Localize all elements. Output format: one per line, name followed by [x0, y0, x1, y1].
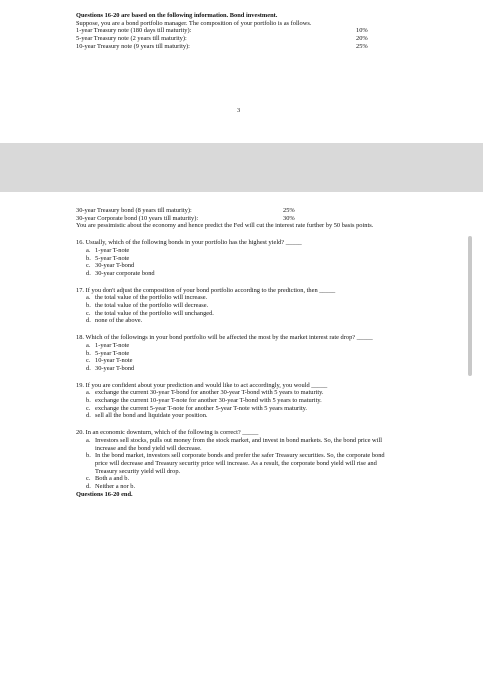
option-text: In the bond market, investors sell corporate bonds and prefer the safer Treasury securities. So, the corporate bond price will decrease and Treasury security price will increase. As a result, the corporate bond yield will rise and Treasury security yield will drop. — [95, 452, 385, 475]
page-2-content — [76, 207, 396, 499]
portfolio-intro: Suppose, you are a bond portfolio manager. The composition of your portfolio is as follows. — [76, 19, 312, 27]
option-letter: d. — [86, 269, 91, 277]
option-text: exchange the current 10-year T-note for another 30-year T-bond with 5 years to maturity. — [95, 397, 322, 405]
option-letter: c. — [86, 475, 91, 483]
holdings-list-1 — [76, 27, 396, 50]
question-20 — [76, 429, 396, 491]
holding-value: 20% — [356, 35, 368, 43]
option-text: 5-year T-note — [95, 349, 130, 357]
holding-label: 1-year Treasury note (180 days till maturity): — [76, 27, 192, 35]
option-letter: a. — [86, 341, 91, 349]
holding-row — [76, 207, 396, 215]
document-page-1 — [0, 0, 483, 143]
option-item — [86, 247, 396, 255]
holding-row — [76, 43, 396, 51]
option-letter: a. — [86, 389, 91, 397]
option-list — [86, 294, 396, 325]
option-text: exchange the current 5-year T-note for another 5-year T-note with 5 years maturity. — [95, 404, 307, 412]
option-letter: c. — [86, 309, 91, 317]
option-item — [86, 342, 396, 350]
holding-label: 30-year Treasury bond (8 years till maturity): — [76, 207, 192, 214]
question-stem: 18. Which of the followings in your bond portfolio will be affected the most by the market interest rate drop? _____ — [76, 334, 373, 342]
option-item — [86, 437, 396, 452]
option-item — [86, 357, 396, 365]
option-item — [86, 397, 396, 405]
option-letter: d. — [86, 483, 91, 491]
option-text: the total value of the portfolio will decrease. — [95, 302, 209, 310]
holding-row — [76, 27, 396, 35]
question-18 — [76, 334, 396, 373]
option-letter: a. — [86, 436, 91, 444]
section-footer: Questions 16-20 end. — [76, 490, 133, 498]
option-text: the total value of the portfolio will increase. — [95, 294, 208, 302]
option-text: 1-year T-note — [95, 341, 130, 349]
option-text: 30-year T-bond — [95, 364, 135, 372]
option-letter: c. — [86, 404, 91, 412]
option-text: Both a and b. — [95, 475, 130, 483]
option-item — [86, 405, 396, 413]
question-stem: 20. In an economic downturn, which of the following is correct? _____ — [76, 429, 259, 437]
option-item — [86, 365, 396, 373]
option-letter: b. — [86, 254, 91, 262]
option-list — [86, 342, 396, 373]
option-text: 10-year T-note — [95, 357, 133, 365]
option-text: 30-year corporate bond — [95, 269, 155, 277]
option-item — [86, 452, 396, 475]
option-text: Neither a nor b. — [95, 483, 136, 491]
option-letter: a. — [86, 294, 91, 302]
holding-row — [76, 215, 396, 223]
option-text: sell all the bond and liquidate your position. — [95, 412, 208, 420]
option-item — [86, 412, 396, 420]
document-page-2 — [0, 192, 483, 700]
option-item — [86, 294, 396, 302]
option-item — [86, 310, 396, 318]
option-item — [86, 475, 396, 483]
spacer — [76, 230, 396, 239]
option-text: exchange the current 30-year T-bond for another 30-year T-bond with 5 years to maturity. — [95, 389, 324, 397]
option-letter: d. — [86, 364, 91, 372]
option-list — [86, 247, 396, 278]
section-header: Questions 16-20 are based on the following information. Bond investment. — [76, 12, 278, 19]
page-separator — [0, 143, 483, 192]
question-stem: 19. If you are confident about your prediction and would like to act accordingly, you would _____ — [76, 381, 328, 389]
holdings-list-2 — [76, 207, 396, 222]
option-letter: c. — [86, 357, 91, 365]
option-list — [86, 389, 396, 420]
holding-label: 10-year Treasury note (9 years till maturity): — [76, 42, 190, 50]
holding-value: 25% — [283, 207, 295, 214]
option-item — [86, 270, 396, 278]
option-letter: d. — [86, 412, 91, 420]
question-stem: 16. Usually, which of the following bonds in your portfolio has the highest yield? _____ — [76, 239, 302, 247]
option-letter: b. — [86, 397, 91, 405]
scenario-text: You are pessimistic about the economy and hence predict the Fed will cut the interest rate further by 50 basis points. — [76, 222, 374, 230]
question-stem: 17. If you don't adjust the composition of your bond portfolio according to the prediction, then _____ — [76, 286, 336, 294]
option-text: 5-year T-note — [95, 254, 130, 262]
option-letter: c. — [86, 262, 91, 270]
option-letter: b. — [86, 452, 91, 460]
holding-value: 25% — [356, 42, 368, 50]
page-number: 3 — [237, 107, 241, 114]
question-19 — [76, 382, 396, 421]
question-16 — [76, 239, 396, 278]
scrollbar-thumb[interactable] — [468, 236, 472, 376]
holding-value: 10% — [356, 27, 368, 35]
option-letter: d. — [86, 317, 91, 325]
question-17 — [76, 287, 396, 326]
option-text: none of the above. — [95, 317, 143, 325]
option-item — [86, 483, 396, 491]
question-list — [76, 239, 396, 491]
option-text: 30-year T-bond — [95, 262, 135, 270]
option-letter: b. — [86, 302, 91, 310]
option-letter: a. — [86, 246, 91, 254]
holding-label: 5-year Treasury note (2 years till maturity): — [76, 35, 187, 43]
option-letter: b. — [86, 349, 91, 357]
page-1-content — [76, 12, 396, 51]
option-item — [86, 302, 396, 310]
holding-label: 30-year Corporate bond (10 years till maturity): — [76, 214, 199, 222]
option-text: the total value of the portfolio will unchanged. — [95, 309, 214, 317]
option-text: 1-year T-note — [95, 246, 130, 254]
holding-row — [76, 35, 396, 43]
option-item — [86, 389, 396, 397]
holding-value: 30% — [283, 214, 295, 222]
option-item — [86, 262, 396, 270]
option-list — [86, 437, 396, 491]
option-item — [86, 317, 396, 325]
option-item — [86, 255, 396, 263]
option-item — [86, 350, 396, 358]
option-text: Investors sell stocks, pulls out money from the stock market, and invest in bond markets. So, the bond price will increase and the bond yield will decrease. — [95, 436, 383, 452]
